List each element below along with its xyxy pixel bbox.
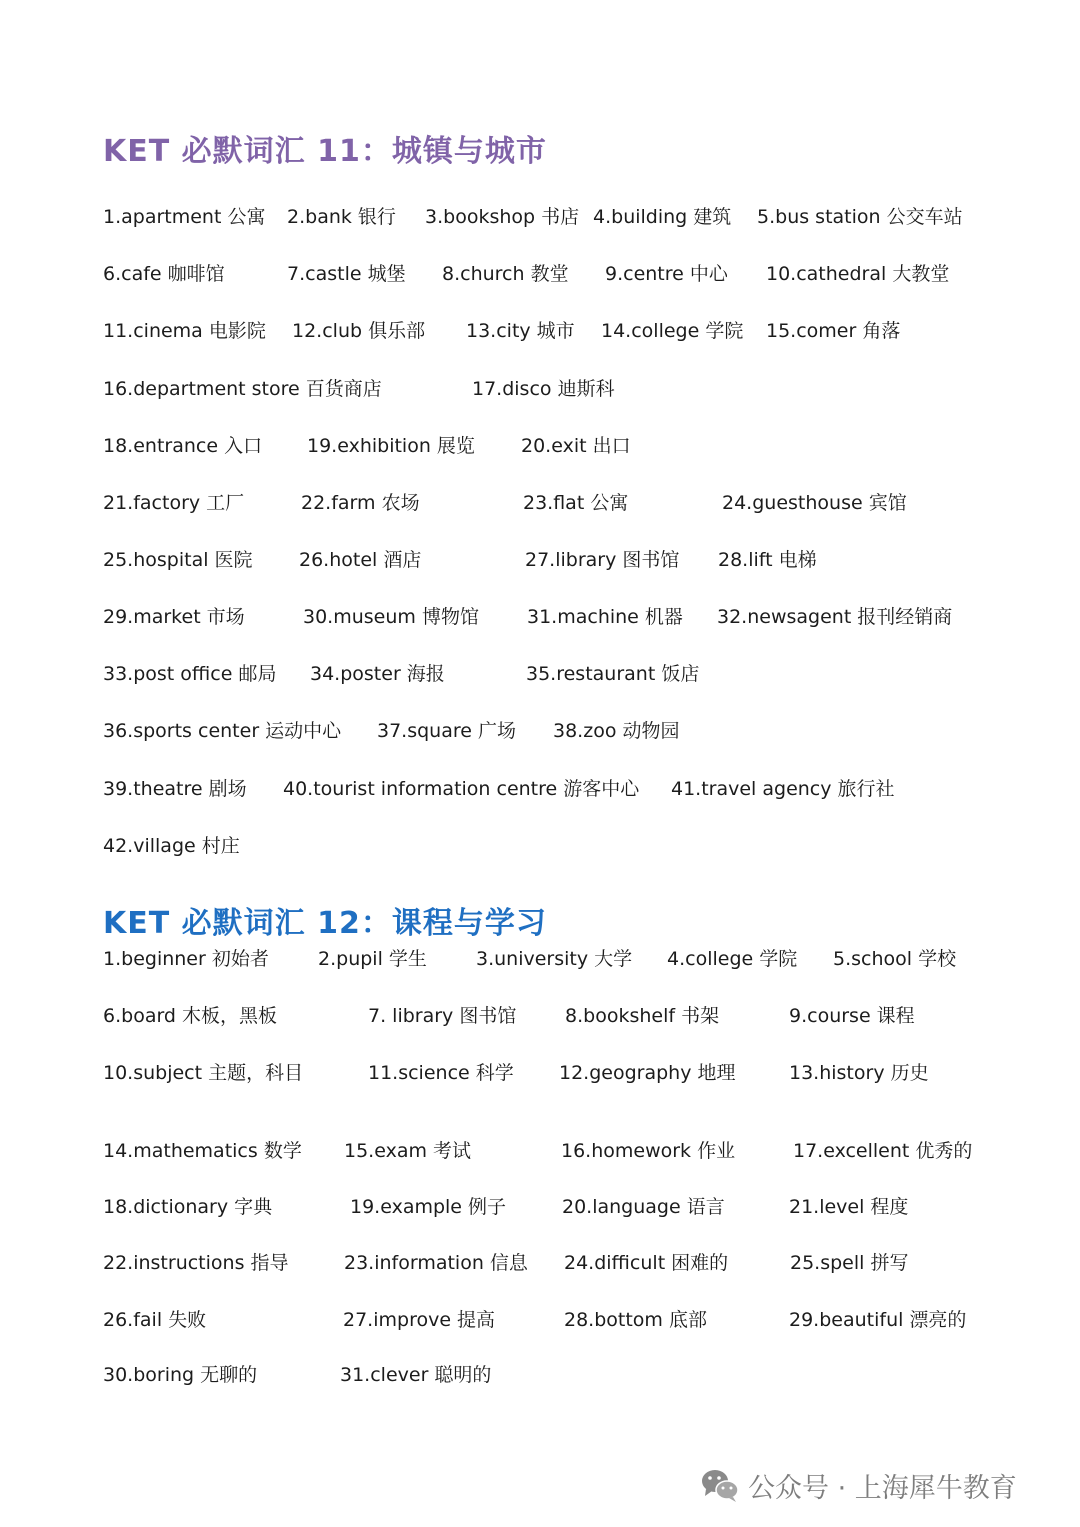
- vocab-item: 13.history 历史: [789, 1062, 929, 1084]
- vocab-item: 31.machine 机器: [527, 606, 683, 628]
- vocab-item: 23.information 信息: [344, 1252, 528, 1274]
- vocab-item: 26.fail 失败: [103, 1309, 207, 1331]
- vocab-row: [0, 1305, 1080, 1335]
- vocab-item: 10.cathedral 大教堂: [766, 263, 950, 285]
- vocab-row: [0, 1192, 1080, 1222]
- vocab-item: 20.exit 出口: [521, 435, 631, 457]
- vocab-item: 40.tourist information centre 游客中心: [283, 778, 640, 800]
- vocab-row: [0, 602, 1080, 632]
- vocab-row: [0, 831, 1080, 861]
- vocab-item: 16.department store 百货商店: [103, 378, 382, 400]
- vocab-row: [0, 259, 1080, 289]
- vocab-row: [0, 659, 1080, 689]
- vocab-item: 21.factory 工厂: [103, 492, 245, 514]
- vocab-row: [0, 944, 1080, 974]
- vocab-row: [0, 774, 1080, 804]
- vocab-item: 19.example 例子: [350, 1196, 507, 1218]
- vocab-item: 3.bookshop 书店: [425, 206, 580, 228]
- vocab-item: 29.beautiful 漂亮的: [789, 1309, 967, 1331]
- vocab-item: 27.improve 提高: [343, 1309, 496, 1331]
- vocab-item: 11.science 科学: [368, 1062, 514, 1084]
- vocab-row: [0, 1058, 1080, 1088]
- vocab-item: 24.guesthouse 宾馆: [722, 492, 907, 514]
- vocab-item: 19.exhibition 展览: [307, 435, 475, 457]
- vocab-item: 26.hotel 酒店: [299, 549, 422, 571]
- vocab-item: 35.restaurant 饭店: [526, 663, 700, 685]
- vocab-item: 27.library 图书馆: [525, 549, 680, 571]
- vocab-item: 7.castle 城堡: [287, 263, 406, 285]
- vocab-row: [0, 488, 1080, 518]
- vocab-item: 18.entrance 入口: [103, 435, 263, 457]
- section-title-courses-and-study: KET 必默词汇 12：课程与学习: [103, 906, 547, 941]
- vocab-row: [0, 1136, 1080, 1166]
- vocab-item: 17.disco 迪斯科: [472, 378, 615, 400]
- vocab-item: 25.hospital 医院: [103, 549, 253, 571]
- vocab-item: 10.subject 主题，科目: [103, 1062, 304, 1084]
- vocab-item: 29.market 市场: [103, 606, 245, 628]
- watermark: [700, 1460, 1017, 1510]
- vocab-item: 2.pupil 学生: [318, 948, 427, 970]
- vocab-item: 9.course 课程: [789, 1005, 915, 1027]
- watermark-text: 公众号 · 上海犀牛教育: [748, 1472, 1017, 1504]
- vocab-item: 4.college 学院: [667, 948, 798, 970]
- vocab-row: [0, 374, 1080, 404]
- vocab-item: 21.level 程度: [789, 1196, 909, 1218]
- vocab-item: 13.city 城市: [466, 320, 575, 342]
- vocab-row: [0, 1360, 1080, 1390]
- vocab-item: 34.poster 海报: [310, 663, 445, 685]
- vocab-item: 23.flat 公寓: [523, 492, 629, 514]
- vocab-item: 4.building 建筑: [593, 206, 732, 228]
- vocab-item: 31.clever 聪明的: [340, 1364, 492, 1386]
- vocab-item: 16.homework 作业: [561, 1140, 736, 1162]
- vocab-item: 39.theatre 剧场: [103, 778, 247, 800]
- vocab-row: [0, 545, 1080, 575]
- vocab-item: 28.lift 电梯: [718, 549, 817, 571]
- vocab-item: 24.difficult 困难的: [564, 1252, 729, 1274]
- vocab-item: 14.mathematics 数学: [103, 1140, 302, 1162]
- vocab-item: 8.church 教堂: [442, 263, 569, 285]
- vocab-item: 30.museum 博物馆: [303, 606, 479, 628]
- vocab-item: 18.dictionary 字典: [103, 1196, 273, 1218]
- vocab-item: 15.exam 考试: [344, 1140, 472, 1162]
- vocab-item: 38.zoo 动物园: [553, 720, 680, 742]
- vocab-item: 41.travel agency 旅行社: [671, 778, 895, 800]
- vocab-item: 14.college 学院: [601, 320, 744, 342]
- vocab-item: 1.beginner 初始者: [103, 948, 269, 970]
- vocab-row: [0, 316, 1080, 346]
- vocab-item: 33.post office 邮局: [103, 663, 277, 685]
- vocab-item: 22.instructions 指导: [103, 1252, 289, 1274]
- vocab-row: [0, 1248, 1080, 1278]
- vocab-item: 6.cafe 咖啡馆: [103, 263, 225, 285]
- wechat-icon: [700, 1467, 740, 1503]
- vocab-item: 22.farm 农场: [301, 492, 420, 514]
- vocab-item: 2.bank 银行: [287, 206, 396, 228]
- vocab-item: 30.boring 无聊的: [103, 1364, 258, 1386]
- vocab-item: 12.club 俱乐部: [292, 320, 426, 342]
- vocab-item: 1.apartment 公寓: [103, 206, 266, 228]
- vocab-row: [0, 202, 1080, 232]
- vocab-row: [0, 716, 1080, 746]
- vocab-row: [0, 431, 1080, 461]
- vocab-row: [0, 1001, 1080, 1031]
- vocab-item: 3.university 大学: [476, 948, 633, 970]
- vocab-item: 28.bottom 底部: [564, 1309, 707, 1331]
- vocab-item: 32.newsagent 报刊经销商: [717, 606, 953, 628]
- vocab-item: 12.geography 地理: [559, 1062, 736, 1084]
- vocab-item: 36.sports center 运动中心: [103, 720, 342, 742]
- vocab-item: 25.spell 拼写: [790, 1252, 909, 1274]
- vocab-item: 5.bus station 公交车站: [757, 206, 963, 228]
- vocab-item: 9.centre 中心: [605, 263, 728, 285]
- vocab-item: 8.bookshelf 书架: [565, 1005, 720, 1027]
- vocab-item: 5.school 学校: [833, 948, 957, 970]
- section-title-town-and-city: KET 必默词汇 11：城镇与城市: [103, 134, 547, 169]
- vocab-item: 17.excellent 优秀的: [793, 1140, 973, 1162]
- vocab-item: 15.comer 角落: [766, 320, 901, 342]
- vocab-item: 11.cinema 电影院: [103, 320, 266, 342]
- vocab-item: 7. library 图书馆: [368, 1005, 517, 1027]
- vocab-item: 42.village 村庄: [103, 835, 240, 857]
- vocab-item: 6.board 木板，黑板: [103, 1005, 278, 1027]
- vocab-item: 37.square 广场: [377, 720, 516, 742]
- vocab-item: 20.language 语言: [562, 1196, 725, 1218]
